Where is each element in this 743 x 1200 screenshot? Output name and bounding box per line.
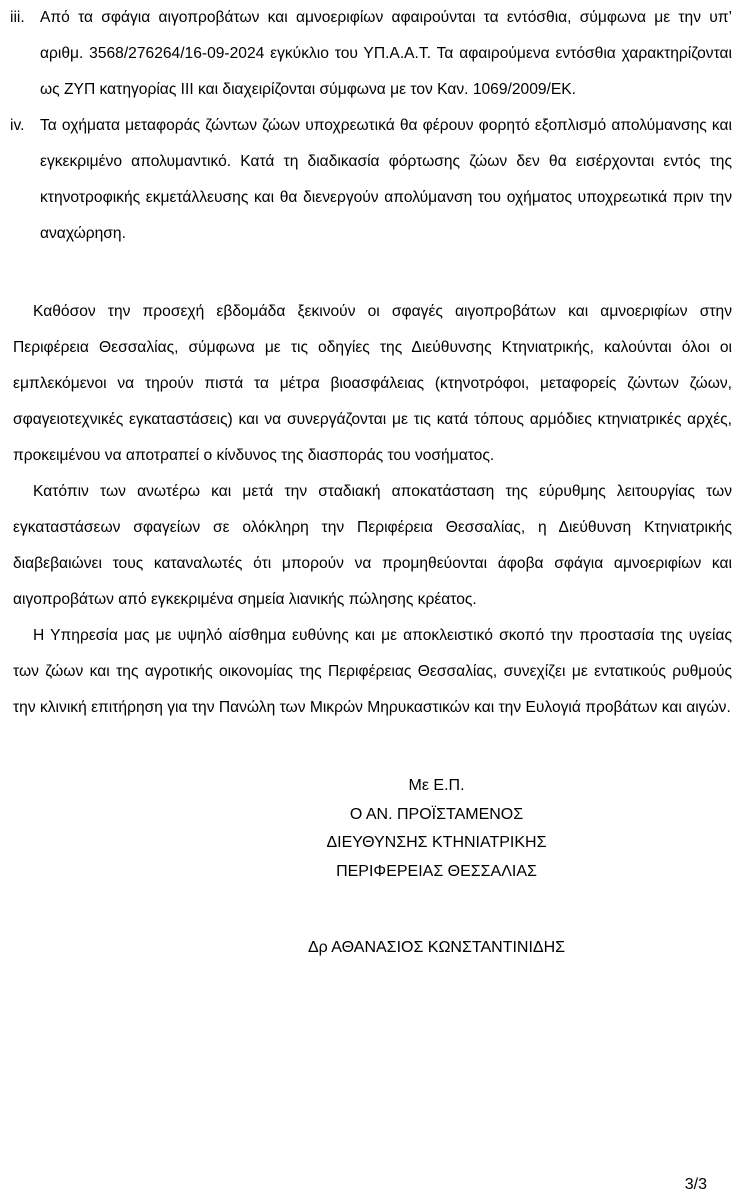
signature-line-title: Ο ΑΝ. ΠΡΟΪΣΤΑΜΕΝΟΣ <box>349 805 524 823</box>
paragraph-consumer-assurance: Κατόπιν των ανωτέρω και μετά την σταδιακή αποκατάσταση της εύρυθμης λειτουργίας των εγκαταστάσεων σφαγείων σε ολόκληρη την Περιφέρεια Θεσσαλίας, η Διεύθυνση Κτηνιατρικής διαβεβαιώνει τους καταναλωτές ότι μπορούν να προμηθεύονται άφοβα σφάγια αμνοεριφίων και αιγοπροβάτων από εγκεκριμένα σημεία λιανικής πώλησης κρέατος. <box>13 483 732 608</box>
signer-name: Δρ ΑΘΑΝΑΣΙΟΣ ΚΩΝΣΤΑΝΤΙΝΙΔΗΣ <box>307 939 566 956</box>
signature-line-region: ΠΕΡΙΦΕΡΕΙΑΣ ΘΕΣΣΑΛΙΑΣ <box>336 862 537 880</box>
list-item-iv <box>0 108 732 252</box>
body-paragraphs <box>13 294 732 726</box>
signature-line-authority: Με Ε.Π. <box>408 777 465 794</box>
list-marker-iii: iii. <box>10 9 25 26</box>
signature-block <box>130 772 743 886</box>
numbered-list <box>0 0 732 252</box>
page-number: 3/3 <box>684 1176 707 1193</box>
list-item-iii <box>0 0 732 108</box>
list-item-iv-text: Τα οχήματα μεταφοράς ζώντων ζώων υποχρεωτικά θα φέρουν φορητό εξοπλισμό απολύμανσης και εγκεκριμένο απολυμαντικό. Κατά τη διαδικασία φόρτωσης ζώων δεν θα εισέρχονται εντός της κτηνοτροφικής εκμετάλλευσης και θα διενεργούν απολύμανση του οχήματος υποχρεωτικά πριν την αναχώρηση. <box>40 117 732 242</box>
list-item-iii-text: Από τα σφάγια αιγοπροβάτων και αμνοεριφίων αφαιρούνται τα εντόσθια, σύμφωνα με την υπ’ αριθμ. 3568/276264/16-09-2024 εγκύκλιο του ΥΠ.Α.Α.Τ. Τα αφαιρούμενα εντόσθια χαρακτηρίζονται ως ΖΥΠ κατηγορίας ΙΙΙ και διαχειρίζονται σύμφωνα με τον Καν. 1069/2009/ΕΚ. <box>40 9 732 98</box>
list-marker-iv: iv. <box>10 117 25 134</box>
signature-line-directorate: ΔΙΕΥΘΥΝΣΗΣ ΚΤΗΝΙΑΤΡΙΚΗΣ <box>326 834 547 851</box>
paragraph-biosecurity-measures: Καθόσον την προσεχή εβδομάδα ξεκινούν οι σφαγές αιγοπροβάτων και αμνοεριφίων στην Περιφέρεια Θεσσαλίας, σύμφωνα με τις οδηγίες της Διεύθυνσης Κτηνιατρικής, καλούνται όλοι οι εμπλεκόμενοι να τηρούν πιστά τα μέτρα βιοασφάλειας (κτηνοτρόφοι, μεταφορείς ζώντων ζώων, σφαγειοτεχνικές εγκαταστάσεις) και να συνεργάζονται με τις κατά τόπους αρμόδιες κτηνιατρικές αρχές, προκειμένου να αποτραπεί ο κίνδυνος της διασποράς του νοσήματος. <box>13 303 732 464</box>
paragraph-clinical-surveillance: Η Υπηρεσία μας με υψηλό αίσθημα ευθύνης και με αποκλειστικό σκοπό την προστασία της υγείας των ζώων και της αγροτικής οικονομίας της Περιφέρειας Θεσσαλίας, συνεχίζει με εντατικούς ρυθμούς την κλινική επιτήρηση για την Πανώλη των Μικρών Μηρυκαστικών και την Ευλογιά προβάτων και αιγών. <box>13 627 732 716</box>
